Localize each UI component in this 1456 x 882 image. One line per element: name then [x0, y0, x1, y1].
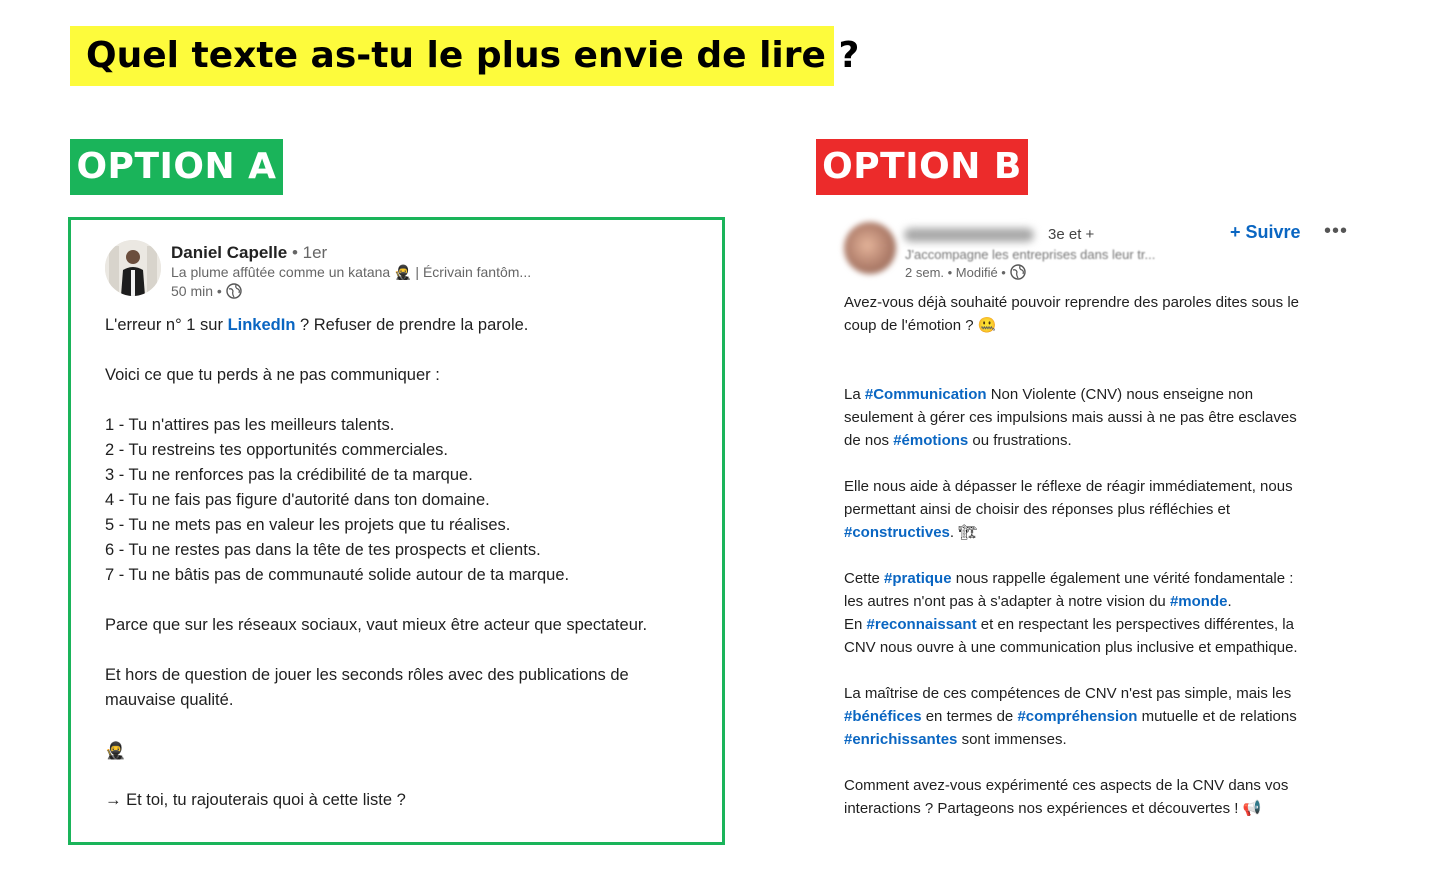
post-line: Avez-vous déjà souhaité pouvoir reprendre des paroles dites sous le	[844, 294, 1299, 311]
hashtag-link[interactable]: #reconnaissant	[866, 616, 977, 633]
list-item: 5 - Tu ne mets pas en valeur les projets que tu réalises.	[105, 516, 511, 534]
list-item: 4 - Tu ne fais pas figure d'autorité dans ton domaine.	[105, 491, 490, 509]
text: .	[1227, 593, 1232, 610]
text: Cette	[844, 570, 885, 587]
author-name[interactable]: Daniel Capelle	[171, 243, 288, 262]
post-line	[844, 613, 1364, 636]
post-line	[844, 383, 1364, 406]
connection-degree: 3e et +	[1048, 226, 1095, 243]
text: La	[844, 386, 865, 403]
globe-icon	[226, 283, 242, 299]
text: sont immenses.	[957, 731, 1067, 748]
post-line	[844, 521, 1364, 544]
follow-button[interactable]: + Suivre	[1230, 222, 1301, 242]
hashtag-link[interactable]: #pratique	[884, 570, 952, 587]
option-a-post-card	[68, 217, 725, 845]
author-line	[171, 242, 327, 264]
avatar-photo	[105, 240, 161, 296]
post-body	[844, 291, 1364, 820]
text: ? Refuser de prendre la parole.	[295, 316, 529, 334]
hashtag-link[interactable]: #bénéfices	[844, 708, 922, 725]
author-headline: La plume affûtée comme un katana 🥷 | Écrivain fantôm...	[171, 264, 532, 280]
ninja-emoji: 🥷	[105, 741, 126, 760]
more-options-icon[interactable]: •••	[1324, 220, 1349, 242]
list-item: 6 - Tu ne restes pas dans la tête de tes prospects et clients.	[105, 541, 541, 559]
list-item: 1 - Tu n'attires pas les meilleurs talents.	[105, 416, 395, 434]
post-line: CNV nous ouvre à une communication plus inclusive et empathique.	[844, 639, 1298, 656]
hashtag-link[interactable]: #constructives	[844, 524, 950, 541]
post-line: seulement à gérer ces impulsions mais aussi à ne pas être esclaves	[844, 409, 1297, 426]
post-line	[844, 429, 1364, 452]
post-line: coup de l'émotion ? 🤐	[844, 317, 997, 334]
post-meta	[905, 264, 1026, 280]
post-line: Et hors de question de jouer les seconds rôles avec des publications de	[105, 666, 629, 684]
option-b-post-card	[830, 210, 1370, 850]
post-line: Voici ce que tu perds à ne pas communiquer :	[105, 366, 440, 384]
post-line: interactions ? Partageons nos expériences et découvertes ! 📢	[844, 800, 1262, 817]
post-line	[844, 590, 1364, 613]
text: ou frustrations.	[968, 432, 1072, 449]
page-title: Quel texte as-tu le plus envie de lire ?	[86, 35, 860, 76]
text: et en respectant les perspectives différentes, la	[976, 616, 1294, 633]
list-item: 7 - Tu ne bâtis pas de communauté solide autour de ta marque.	[105, 566, 570, 584]
text: nous rappelle également une vérité fondamentale :	[951, 570, 1294, 587]
blurred-author-avatar[interactable]	[844, 222, 896, 274]
hashtag-link[interactable]: #Communication	[864, 386, 987, 403]
author-headline: J'accompagne les entreprises dans leur tr...	[905, 247, 1156, 262]
globe-icon	[1010, 264, 1026, 280]
blurred-author-name[interactable]	[904, 228, 1034, 242]
linkedin-link[interactable]: LinkedIn	[227, 316, 296, 334]
list-item: 3 - Tu ne renforces pas la crédibilité de ta marque.	[105, 466, 473, 484]
hashtag-link[interactable]: #enrichissantes	[844, 731, 958, 748]
hashtag-link[interactable]: #monde	[1169, 593, 1228, 610]
post-line: Comment avez-vous expérimenté ces aspects de la CNV dans vos	[844, 777, 1289, 794]
text: En	[844, 616, 867, 633]
text: les autres n'ont pas à s'adapter à notre vision du	[844, 593, 1170, 610]
title-banner	[70, 26, 860, 86]
post-line: permettant ainsi de choisir des réponses plus réfléchies et	[844, 501, 1231, 518]
author-avatar[interactable]	[105, 240, 161, 296]
post-time: 2 sem. • Modifié •	[905, 264, 1006, 280]
post-line	[844, 728, 1364, 751]
hashtag-link[interactable]: #émotions	[893, 432, 969, 449]
post-line: Elle nous aide à dépasser le réflexe de réagir immédiatement, nous	[844, 478, 1293, 495]
post-line	[844, 705, 1364, 728]
post-line: La maîtrise de ces compétences de CNV n'est pas simple, mais les	[844, 685, 1292, 702]
text: L'erreur n° 1 sur	[105, 316, 228, 334]
post-line	[844, 567, 1364, 590]
post-line: Parce que sur les réseaux sociaux, vaut mieux être acteur que spectateur.	[105, 616, 648, 634]
list-item: 2 - Tu restreins tes opportunités commerciales.	[105, 441, 448, 459]
post-time: 50 min •	[171, 283, 222, 299]
hashtag-link[interactable]: #compréhension	[1017, 708, 1138, 725]
post-meta	[171, 282, 242, 300]
post-line	[105, 313, 705, 338]
text: de nos	[844, 432, 894, 449]
text: . 🏗	[949, 524, 978, 541]
call-to-action: → Et toi, tu rajouterais quoi à cette liste ?	[105, 791, 406, 809]
post-line: mauvaise qualité.	[105, 691, 234, 709]
text: mutuelle et de relations	[1137, 708, 1297, 725]
connection-degree: • 1er	[291, 243, 328, 262]
text: Non Violente (CNV) nous enseigne non	[986, 386, 1254, 403]
option-b-badge: OPTION B	[816, 139, 1028, 195]
post-body	[105, 313, 705, 813]
option-a-badge: OPTION A	[70, 139, 283, 195]
text: en termes de	[921, 708, 1018, 725]
